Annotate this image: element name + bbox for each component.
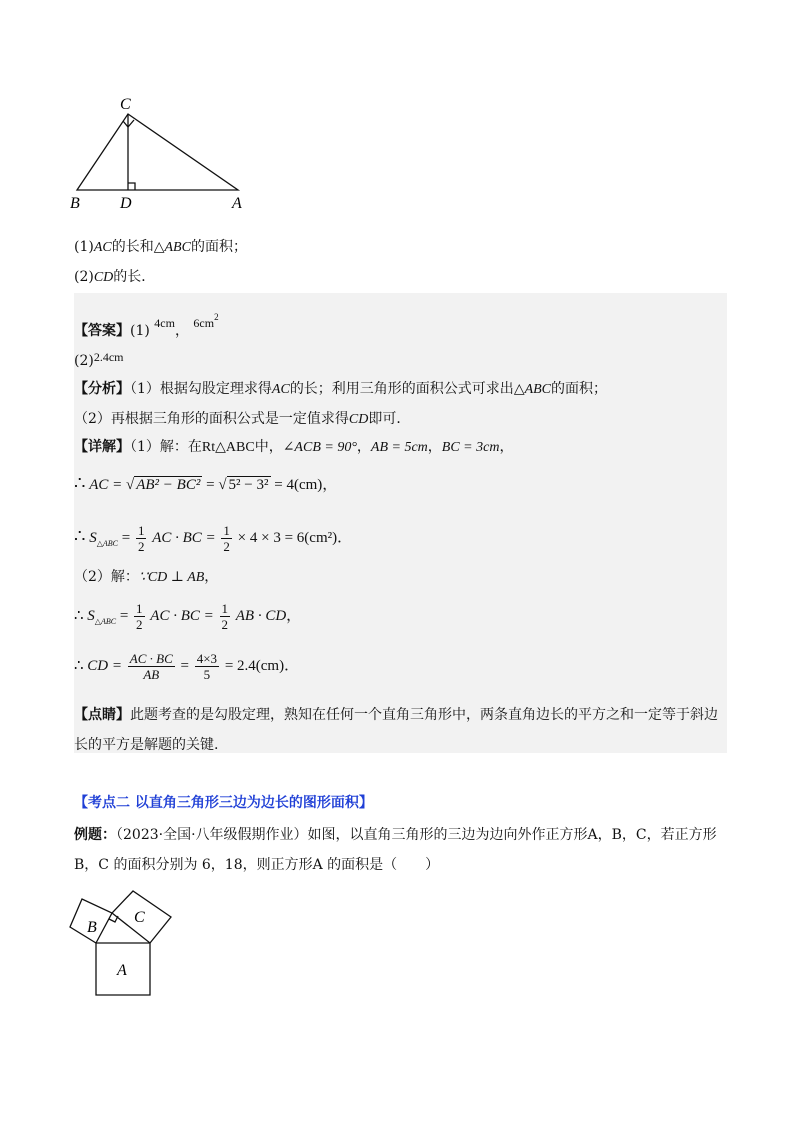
eq1-equals: = [206,477,215,493]
eq3-half-2: $\frac{1}{2}$ [221,601,228,633]
detail-angle: ∠ACB = 90° [282,440,357,455]
analysis-text-3: 的面积； [551,381,608,397]
answer-p1-value-1: 4cm [154,316,175,330]
eq2-area-symbol: S [89,530,97,546]
part2-because: ∵CD ⊥ AB [138,570,205,585]
eq1-radicand-1: AB² − BC² [136,477,201,493]
answer-p2-value: 2.4cm [93,350,124,364]
detail-text-2: 中， [254,439,283,455]
detail-label: 【详解】 [74,439,130,455]
section-2-heading: 【考点二 以直角三角形三边为边长的图形面积】 [74,795,373,811]
equation-4 [74,650,299,682]
answer-line-1 [74,308,219,340]
eq2-end: ． [337,530,353,546]
eq2-half-2: $\frac{1}{2}$ [223,523,230,555]
therefore-symbol-4: ∴ [74,658,84,674]
q1-number: (1) [74,239,94,255]
label-d: D [120,195,132,212]
detail-line-1 [74,438,513,457]
answer-p2-number: (2) [74,353,94,369]
part2-end: ， [204,569,219,585]
eq3-half-1: $\frac{1}{2}$ [136,601,143,633]
eq4-lhs: CD = [87,658,123,674]
eq2-equals: = [121,530,131,546]
analysis-text-1: （1）根据勾股定理求得 [130,381,272,397]
q1-triangle: △ABC [153,240,191,255]
analysis-text-2: 的长；利用三角形的面积公式可求出 [289,381,514,397]
right-angle-mark-d [128,183,135,190]
answer-label: 【答案】 [74,323,130,339]
analysis-triangle: △ABC [513,382,552,397]
therefore-symbol-2: ∴ [74,526,86,546]
q2-cd: CD [93,270,114,285]
question-2 [74,268,155,287]
eq2-rhs: × 4 × 3 = 6(cm²) [237,530,338,546]
eq2-half-1: $\frac{1}{2}$ [137,523,145,555]
therefore-symbol-1: ∴ [74,473,86,493]
eq3-middle: AC · BC = [150,608,214,624]
question-1 [74,238,247,257]
analysis-text-4: （2）再根据三角形的面积公式是一定值求得 [74,411,349,427]
detail-sep-2: ， [427,439,442,455]
equation-2 [74,520,352,560]
analysis-label: 【分析】 [74,381,130,397]
answer-separator: ， [174,323,189,339]
therefore-symbol-3: ∴ [74,608,84,624]
comment-label: 【点睛】 [74,707,130,723]
equation-3 [74,600,301,638]
answer-p1-value-2: 6cm [193,316,215,330]
part2-label: （2）解： [74,569,139,585]
example-label: 例题： [74,827,116,843]
q2-number: (2) [74,269,94,285]
eq3-area-symbol: S [87,608,95,624]
label-a: A [232,195,242,212]
eq3-subscript: △ABC [94,617,117,626]
comment-text-1: 此题考查的是勾股定理，熟知在任何一个直角三角形中，两条直角边长的平方之和一定等于斜边 [130,707,718,723]
detail-text-1: （1）解：在 [130,439,202,455]
q1-ac: AC [93,240,112,255]
eq2-subscript: △ABC [96,539,118,548]
eq1-end: ， [322,477,338,493]
example-line-2: B，C 的面积分别为 6，18，则正方形A 的面积是（ ） [74,857,440,873]
example-text-1: （2023·全国·八年级假期作业）如图，以直角三角形的三边为边向外作正方形A，B，C，若正方形 [116,827,717,843]
eq3-end: ， [286,608,302,624]
detail-part-2 [74,568,218,587]
eq3-rhs: AB · CD [235,608,287,624]
answer-p1-number: (1) [130,323,150,339]
eq3-equals: = [119,608,129,624]
eq4-equals: = [180,658,189,674]
label-c: C [120,96,131,113]
q1-text-end: 的面积； [190,239,247,255]
detail-sep-3: ， [499,439,514,455]
squares-figure [66,885,196,1000]
analysis-line-1 [74,380,607,399]
answer-line-2 [74,348,124,370]
eq1-radicand-2: 5² − 3² [228,477,269,493]
eq4-end: ． [284,658,300,674]
label-b: B [70,195,80,212]
q1-text: 的长和 [111,239,154,255]
eq4-fraction-1: $\frac{AC \cdot BC}{AB}$ [129,651,173,683]
eq4-rhs: = 2.4(cm) [224,658,285,674]
label-square-a: A [117,962,127,979]
analysis-ac: AC [271,382,290,397]
eq1-lhs: AC = [89,477,123,493]
eq1-rhs: = 4(cm) [274,477,323,493]
answer-p1-superscript: 2 [214,312,219,322]
analysis-text-5: 即可． [368,411,411,427]
detail-sep-1: ， [356,439,371,455]
detail-ab: AB = 5cm [370,440,428,455]
triangle-abc [77,114,238,190]
comment-line-1 [74,706,718,724]
analysis-cd: CD [348,412,369,427]
example-line-1 [74,826,717,844]
detail-bc: BC = 3cm [441,440,500,455]
q2-text: 的长． [113,269,156,285]
label-square-c: C [134,909,145,926]
label-square-b: B [87,919,97,936]
detail-rt-triangle: Rt△ABC [201,440,255,455]
triangle-figure [60,90,270,215]
analysis-line-2 [74,410,410,429]
equation-1: ∴ AC = √ AB² − BC² = √ 5² − 3² = 4(cm)， [74,473,338,493]
comment-line-2: 长的平方是解题的关键. [74,737,219,753]
eq2-middle: AC · BC = [152,530,216,546]
eq4-fraction-2: $\frac{4\times 3}{5}$ [196,651,218,683]
